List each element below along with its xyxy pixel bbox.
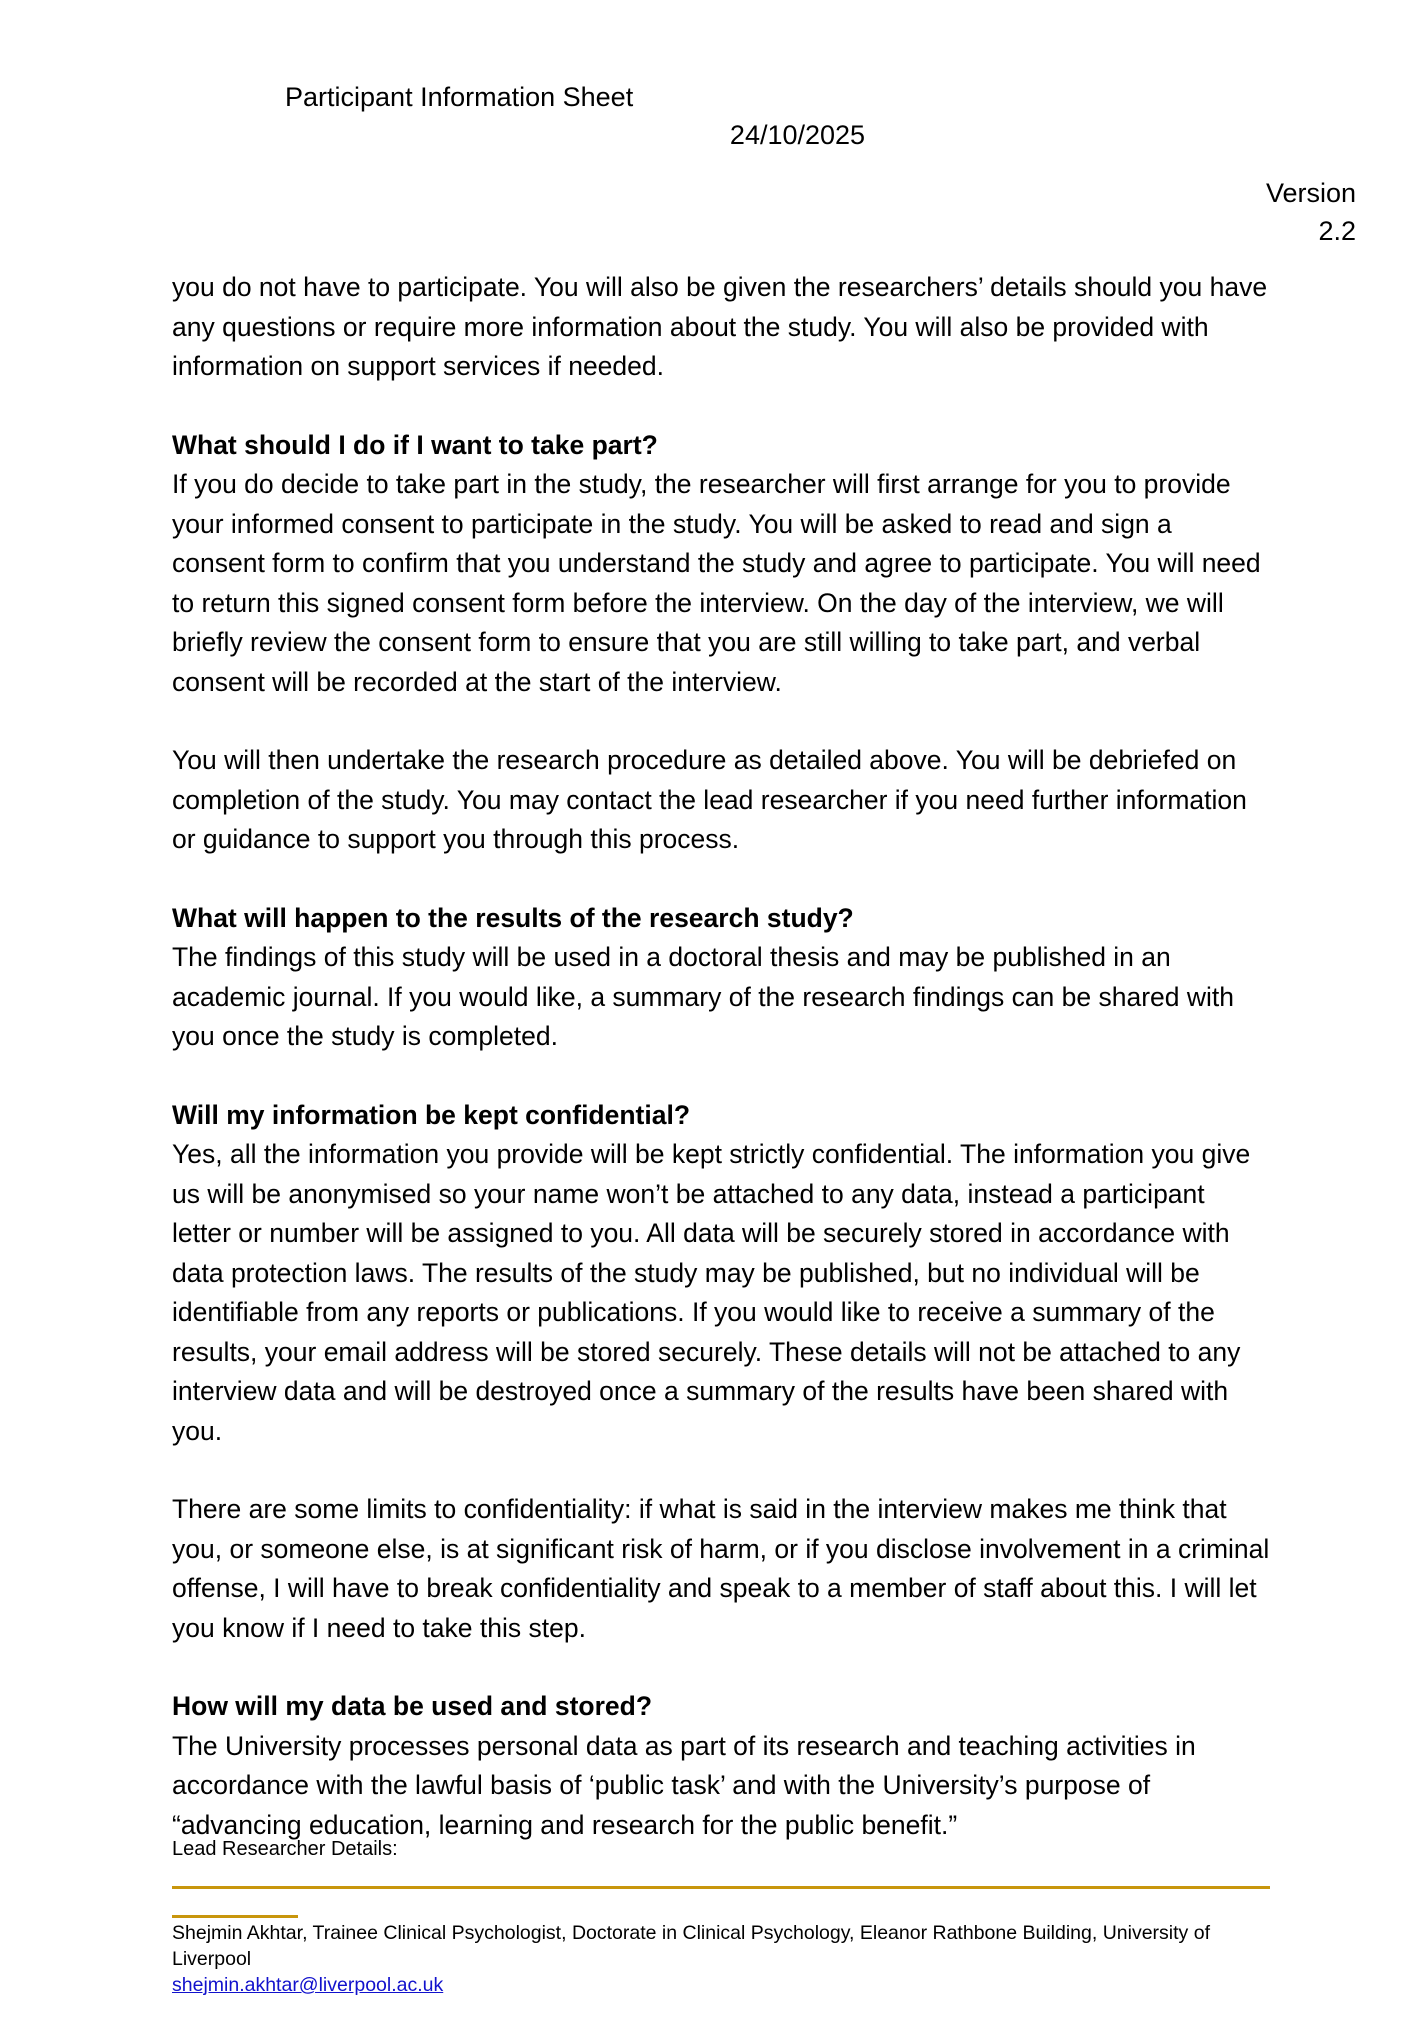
section-paragraph: The findings of this study will be used in a doctoral thesis and may be published in an academic journal. If you would like, a summary of the research findings can be shared with you once the study is completed.: [172, 942, 1235, 1051]
intro-paragraph: you do not have to participate. You will also be given the researchers’ details should you have any questions or require more information about the study. You will also be provided with information on support services if needed.: [172, 272, 1268, 381]
document-header: [0, 0, 1428, 250]
section-heading-confidential: Will my information be kept confidential?: [172, 1099, 691, 1130]
document-footer: [172, 1834, 1270, 1998]
lead-researcher-label: Lead Researcher Details:: [172, 1838, 398, 1860]
lead-researcher-details: Shejmin Akhtar, Trainee Clinical Psychologist, Doctorate in Clinical Psychology, Eleanor Rathbone Building, University of Liverpool: [172, 1922, 1210, 1970]
document-title: Participant Information Sheet: [285, 82, 634, 112]
document-date: 24/10/2025: [729, 120, 866, 150]
section-paragraph: You will then undertake the research procedure as detailed above. You will be debriefed on completion of the study. You may contact the lead researcher if you need further information or guidance to support you through this process.: [172, 745, 1247, 854]
section-paragraph: There are some limits to confidentiality: if what is said in the interview makes me think that you, or someone else, is at significant risk of harm, or if you disclose involvement in a criminal offense, I will have to break confidentiality and speak to a member of staff about this. I will let you know if I need to take this step.: [172, 1494, 1270, 1643]
section-heading-results: What will happen to the results of the research study?: [172, 902, 854, 933]
version-number: 2.2: [1318, 216, 1356, 246]
section-paragraph: The University processes personal data as part of its research and teaching activities in accordance with the lawful basis of ‘public task’ and with the University’s purpose of “advancing education, learning and research for the public benefit.”: [172, 1730, 1196, 1840]
footer-divider-short: [172, 1915, 298, 1918]
document-body: [0, 250, 1428, 1845]
footer-divider-full: [172, 1886, 1270, 1889]
section-heading-take-part: What should I do if I want to take part?: [172, 429, 658, 460]
lead-researcher-email-link[interactable]: shejmin.akhtar@liverpool.ac.uk: [172, 1974, 444, 1996]
version-label: Version: [1265, 178, 1356, 208]
section-heading-data-used-stored: How will my data be used and stored?: [172, 1691, 653, 1721]
document-version: [1056, 174, 1356, 250]
section-paragraph: Yes, all the information you provide will be kept strictly confidential. The information you give us will be anonymised so your name won’t be attached to any data, instead a participant letter or number will be assigned to you. All data will be securely stored in accordance with data protection laws. The results of the study may be published, but no individual will be identifiable from any reports or publications. If you would like to receive a summary of the results, your email address will be stored securely. These details will not be attached to any interview data and will be destroyed once a summary of the results have been shared with you.: [172, 1139, 1251, 1446]
section-paragraph: If you do decide to take part in the study, the researcher will first arrange for you to provide your informed consent to participate in the study. You will be asked to read and sign a consent form to confirm that you understand the study and agree to participate. You will need to return this signed consent form before the interview. On the day of the interview, we will briefly review the consent form to ensure that you are still willing to take part, and verbal consent will be recorded at the start of the interview.: [172, 469, 1261, 697]
